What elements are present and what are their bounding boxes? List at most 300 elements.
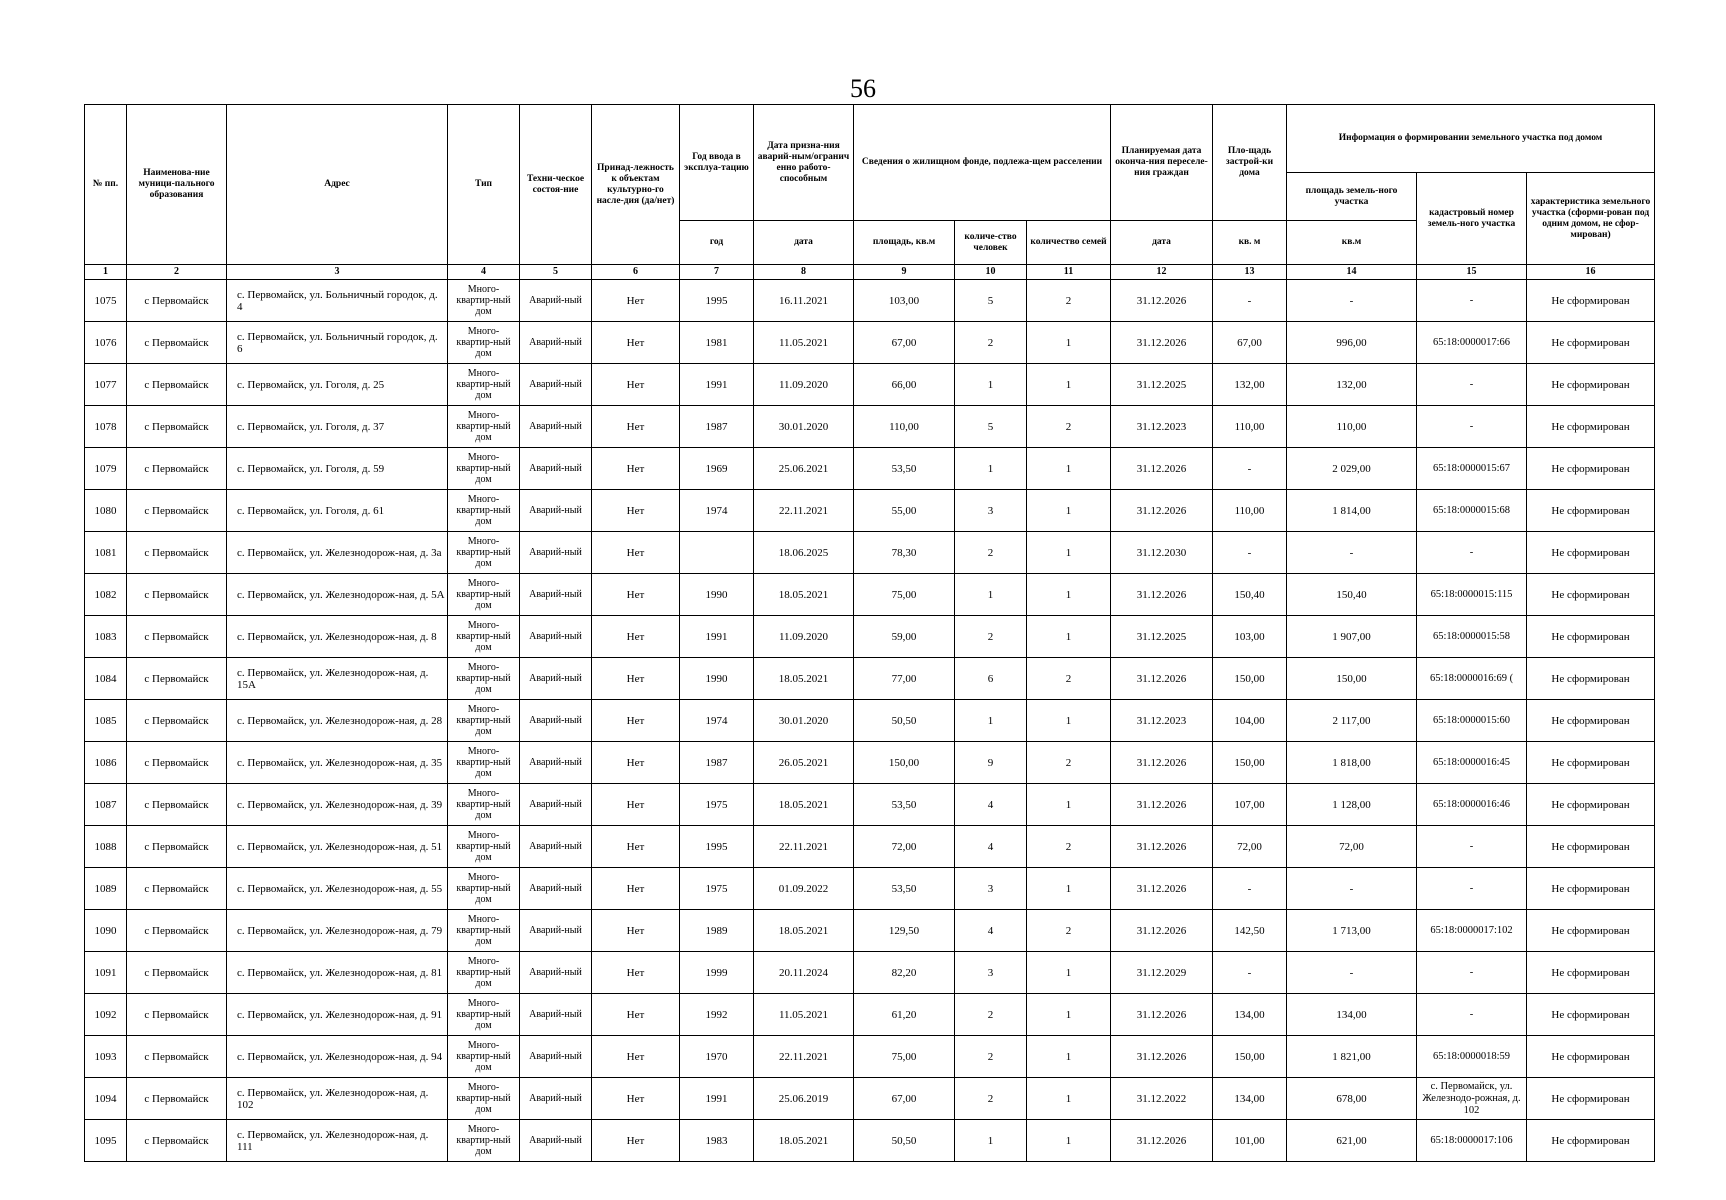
header-technical-state: Техни-ческое состоя-ние [520, 105, 592, 265]
cell-area: 150,00 [854, 742, 955, 784]
cell-address: с. Первомайск, ул. Больничный городок, д. 4 [227, 280, 448, 322]
cell-land-characteristic: Не сформирован [1527, 700, 1655, 742]
cell-recognition-date: 26.05.2021 [754, 742, 854, 784]
cell-year: 1974 [680, 490, 754, 532]
cell-land-area: 1 821,00 [1287, 1036, 1417, 1078]
cell-recognition-date: 20.11.2024 [754, 952, 854, 994]
page-number: 56 [850, 74, 876, 103]
cell-land-area: 996,00 [1287, 322, 1417, 364]
cell-planned-date: 31.12.2026 [1111, 994, 1213, 1036]
cell-recognition-date: 18.05.2021 [754, 574, 854, 616]
cell-heritage: Нет [592, 994, 680, 1036]
cell-people: 2 [955, 1078, 1027, 1120]
cell-people: 4 [955, 910, 1027, 952]
table-row [85, 994, 1655, 1036]
cell-families: 2 [1027, 658, 1111, 700]
cell-planned-date: 31.12.2026 [1111, 448, 1213, 490]
header-recognition-date: Дата призна-ния аварий-ным/огранич енно работо-способным [754, 105, 854, 221]
cell-area: 78,30 [854, 532, 955, 574]
cell-municipality: с Первомайск [127, 994, 227, 1036]
cell-type: Много-квартир-ный дом [448, 742, 520, 784]
cell-building-area: 150,00 [1213, 1036, 1287, 1078]
cell-people: 1 [955, 700, 1027, 742]
cell-land-characteristic: Не сформирован [1527, 1036, 1655, 1078]
cell-cadastral: - [1417, 868, 1527, 910]
cell-year: 1983 [680, 1120, 754, 1162]
header-unit-land-area: кв.м [1287, 221, 1417, 265]
cell-year: 1975 [680, 868, 754, 910]
table-row [85, 910, 1655, 952]
cell-address: с. Первомайск, ул. Железнодорож-ная, д. 39 [227, 784, 448, 826]
cell-families: 1 [1027, 322, 1111, 364]
cell-year: 1995 [680, 826, 754, 868]
cell-families: 1 [1027, 364, 1111, 406]
cell-technical-state: Аварий-ный [520, 994, 592, 1036]
cell-municipality: с Первомайск [127, 574, 227, 616]
cell-building-area: 150,00 [1213, 658, 1287, 700]
cell-technical-state: Аварий-ный [520, 406, 592, 448]
cell-year: 1991 [680, 616, 754, 658]
cell-cadastral: 65:18:0000015:67 [1417, 448, 1527, 490]
cell-building-area: 134,00 [1213, 1078, 1287, 1120]
cell-people: 1 [955, 364, 1027, 406]
cell-municipality: с Первомайск [127, 490, 227, 532]
cell-address: с. Первомайск, ул. Железнодорож-ная, д. 91 [227, 994, 448, 1036]
cell-area: 67,00 [854, 322, 955, 364]
cell-cadastral: с. Первомайск, ул. Железнодо-рожная, д. 102 [1417, 1078, 1527, 1120]
table-row [85, 280, 1655, 322]
table-row [85, 532, 1655, 574]
cell-planned-date: 31.12.2026 [1111, 1120, 1213, 1162]
header-unit-people: количе-ство человек [955, 221, 1027, 265]
table-body [85, 280, 1655, 1162]
table-row [85, 322, 1655, 364]
column-number: 14 [1287, 265, 1417, 280]
cell-type: Много-квартир-ный дом [448, 1078, 520, 1120]
cell-year: 1981 [680, 322, 754, 364]
cell-type: Много-квартир-ный дом [448, 406, 520, 448]
cell-municipality: с Первомайск [127, 322, 227, 364]
cell-area: 77,00 [854, 658, 955, 700]
cell-planned-date: 31.12.2029 [1111, 952, 1213, 994]
cell-building-area: - [1213, 448, 1287, 490]
cell-heritage: Нет [592, 574, 680, 616]
cell-planned-date: 31.12.2026 [1111, 658, 1213, 700]
cell-building-area: - [1213, 532, 1287, 574]
cell-heritage: Нет [592, 952, 680, 994]
cell-people: 4 [955, 826, 1027, 868]
cell-area: 53,50 [854, 784, 955, 826]
cell-recognition-date: 11.05.2021 [754, 322, 854, 364]
cell-people: 3 [955, 490, 1027, 532]
cell-planned-date: 31.12.2023 [1111, 406, 1213, 448]
cell-heritage: Нет [592, 784, 680, 826]
cell-families: 2 [1027, 406, 1111, 448]
cell-cadastral: 65:18:0000015:60 [1417, 700, 1527, 742]
cell-technical-state: Аварий-ный [520, 1078, 592, 1120]
cell-families: 1 [1027, 574, 1111, 616]
cell-technical-state: Аварий-ный [520, 784, 592, 826]
cell-municipality: с Первомайск [127, 1120, 227, 1162]
cell-cadastral: - [1417, 952, 1527, 994]
cell-land-characteristic: Не сформирован [1527, 406, 1655, 448]
cell-type: Много-квартир-ный дом [448, 1036, 520, 1078]
cell-address: с. Первомайск, ул. Больничный городок, д. 6 [227, 322, 448, 364]
cell-land-area: 150,00 [1287, 658, 1417, 700]
cell-people: 6 [955, 658, 1027, 700]
column-number: 10 [955, 265, 1027, 280]
cell-land-characteristic: Не сформирован [1527, 448, 1655, 490]
cell-municipality: с Первомайск [127, 1036, 227, 1078]
cell-address: с. Первомайск, ул. Железнодорож-ная, д. 79 [227, 910, 448, 952]
cell-cadastral: 65:18:0000016:69 ( [1417, 658, 1527, 700]
cell-type: Много-квартир-ный дом [448, 700, 520, 742]
cell-cadastral: 65:18:0000015:115 [1417, 574, 1527, 616]
cell-heritage: Нет [592, 826, 680, 868]
cell-families: 1 [1027, 1036, 1111, 1078]
cell-land-characteristic: Не сформирован [1527, 868, 1655, 910]
cell-land-area: 2 117,00 [1287, 700, 1417, 742]
cell-recognition-date: 30.01.2020 [754, 700, 854, 742]
cell-land-area: - [1287, 952, 1417, 994]
cell-area: 66,00 [854, 364, 955, 406]
cell-address: с. Первомайск, ул. Железнодорож-ная, д. 8 [227, 616, 448, 658]
cell-planned-date: 31.12.2025 [1111, 364, 1213, 406]
table-row [85, 1036, 1655, 1078]
cell-recognition-date: 25.06.2019 [754, 1078, 854, 1120]
cell-area: 75,00 [854, 1036, 955, 1078]
cell-building-area: 101,00 [1213, 1120, 1287, 1162]
cell-area: 50,50 [854, 1120, 955, 1162]
table-row [85, 826, 1655, 868]
cell-year: 1970 [680, 1036, 754, 1078]
cell-address: с. Первомайск, ул. Железнодорож-ная, д. 5А [227, 574, 448, 616]
cell-heritage: Нет [592, 910, 680, 952]
cell-building-area: - [1213, 952, 1287, 994]
cell-technical-state: Аварий-ный [520, 490, 592, 532]
cell-technical-state: Аварий-ный [520, 448, 592, 490]
cell-land-characteristic: Не сформирован [1527, 952, 1655, 994]
cell-land-area: - [1287, 868, 1417, 910]
cell-planned-date: 31.12.2026 [1111, 826, 1213, 868]
cell-address: с. Первомайск, ул. Железнодорож-ная, д. 28 [227, 700, 448, 742]
cell-type: Много-квартир-ный дом [448, 490, 520, 532]
table-row [85, 700, 1655, 742]
header-unit-year: год [680, 221, 754, 265]
cell-year: 1987 [680, 742, 754, 784]
cell-land-area: 110,00 [1287, 406, 1417, 448]
cell-cadastral: - [1417, 406, 1527, 448]
cell-type: Много-квартир-ный дом [448, 910, 520, 952]
cell-address: с. Первомайск, ул. Железнодорож-ная, д. 15А [227, 658, 448, 700]
header-land-area: площадь земель-ного участка [1287, 173, 1417, 221]
cell-year: 1991 [680, 1078, 754, 1120]
cell-people: 2 [955, 1036, 1027, 1078]
cell-people: 2 [955, 616, 1027, 658]
cell-land-area: 132,00 [1287, 364, 1417, 406]
cell-no: 1078 [85, 406, 127, 448]
cell-type: Много-квартир-ный дом [448, 952, 520, 994]
cell-no: 1094 [85, 1078, 127, 1120]
cell-technical-state: Аварий-ный [520, 364, 592, 406]
cell-land-characteristic: Не сформирован [1527, 322, 1655, 364]
cell-municipality: с Первомайск [127, 910, 227, 952]
cell-cadastral: 65:18:0000015:68 [1417, 490, 1527, 532]
cell-building-area: 110,00 [1213, 490, 1287, 532]
cell-land-characteristic: Не сформирован [1527, 490, 1655, 532]
cell-land-characteristic: Не сформирован [1527, 532, 1655, 574]
table-row [85, 1078, 1655, 1120]
cell-type: Много-квартир-ный дом [448, 364, 520, 406]
header-commission-year: Год ввода в эксплуа-тацию [680, 105, 754, 221]
header-housing-info: Сведения о жилищном фонде, подлежа-щем расселении [854, 105, 1111, 221]
cell-area: 82,20 [854, 952, 955, 994]
header-cultural-heritage: Принад-лежность к объектам культурно-го насле-дия (да/нет) [592, 105, 680, 265]
cell-families: 2 [1027, 742, 1111, 784]
column-number: 12 [1111, 265, 1213, 280]
cell-recognition-date: 11.05.2021 [754, 994, 854, 1036]
cell-families: 1 [1027, 994, 1111, 1036]
cell-building-area: 103,00 [1213, 616, 1287, 658]
cell-cadastral: 65:18:0000017:102 [1417, 910, 1527, 952]
cell-people: 4 [955, 784, 1027, 826]
cell-cadastral: 65:18:0000016:45 [1417, 742, 1527, 784]
cell-families: 1 [1027, 700, 1111, 742]
cell-area: 129,50 [854, 910, 955, 952]
cell-recognition-date: 18.05.2021 [754, 784, 854, 826]
cell-year: 1991 [680, 364, 754, 406]
cell-land-characteristic: Не сформирован [1527, 784, 1655, 826]
cell-families: 1 [1027, 1078, 1111, 1120]
cell-recognition-date: 22.11.2021 [754, 490, 854, 532]
column-number: 5 [520, 265, 592, 280]
cell-planned-date: 31.12.2026 [1111, 742, 1213, 784]
cell-heritage: Нет [592, 1120, 680, 1162]
cell-planned-date: 31.12.2026 [1111, 868, 1213, 910]
cell-planned-date: 31.12.2026 [1111, 280, 1213, 322]
cell-land-area: 2 029,00 [1287, 448, 1417, 490]
cell-area: 110,00 [854, 406, 955, 448]
cell-municipality: с Первомайск [127, 784, 227, 826]
table-row [85, 406, 1655, 448]
cell-technical-state: Аварий-ный [520, 868, 592, 910]
cell-technical-state: Аварий-ный [520, 280, 592, 322]
cell-people: 9 [955, 742, 1027, 784]
cell-technical-state: Аварий-ный [520, 1120, 592, 1162]
cell-no: 1089 [85, 868, 127, 910]
cell-area: 61,20 [854, 994, 955, 1036]
cell-technical-state: Аварий-ный [520, 742, 592, 784]
cell-heritage: Нет [592, 322, 680, 364]
cell-type: Много-квартир-ный дом [448, 574, 520, 616]
cell-people: 2 [955, 322, 1027, 364]
cell-no: 1082 [85, 574, 127, 616]
column-number: 7 [680, 265, 754, 280]
cell-municipality: с Первомайск [127, 364, 227, 406]
cell-cadastral: 65:18:0000017:106 [1417, 1120, 1527, 1162]
cell-people: 2 [955, 994, 1027, 1036]
cell-land-area: 134,00 [1287, 994, 1417, 1036]
cell-no: 1076 [85, 322, 127, 364]
cell-year: 1990 [680, 574, 754, 616]
cell-type: Много-квартир-ный дом [448, 826, 520, 868]
cell-area: 50,50 [854, 700, 955, 742]
header-municipality: Наименова-ние муници-пального образования [127, 105, 227, 265]
cell-land-area: 150,40 [1287, 574, 1417, 616]
cell-families: 1 [1027, 868, 1111, 910]
cell-address: с. Первомайск, ул. Железнодорож-ная, д. 111 [227, 1120, 448, 1162]
cell-technical-state: Аварий-ный [520, 910, 592, 952]
cell-recognition-date: 25.06.2021 [754, 448, 854, 490]
table-row [85, 868, 1655, 910]
cell-address: с. Первомайск, ул. Железнодорож-ная, д. 55 [227, 868, 448, 910]
cell-land-characteristic: Не сформирован [1527, 1078, 1655, 1120]
header-unit-building-area: кв. м [1213, 221, 1287, 265]
cell-cadastral: - [1417, 826, 1527, 868]
cell-land-area: 1 128,00 [1287, 784, 1417, 826]
cell-recognition-date: 18.05.2021 [754, 658, 854, 700]
cell-recognition-date: 22.11.2021 [754, 1036, 854, 1078]
cell-people: 3 [955, 868, 1027, 910]
cell-no: 1090 [85, 910, 127, 952]
cell-planned-date: 31.12.2026 [1111, 322, 1213, 364]
column-number: 13 [1213, 265, 1287, 280]
cell-families: 2 [1027, 826, 1111, 868]
column-numbers-row [85, 265, 1655, 280]
cell-people: 1 [955, 1120, 1027, 1162]
cell-land-characteristic: Не сформирован [1527, 616, 1655, 658]
cell-heritage: Нет [592, 616, 680, 658]
header-land-info: Информация о формировании земельного участка под домом [1287, 105, 1655, 173]
cell-no: 1075 [85, 280, 127, 322]
table-row [85, 742, 1655, 784]
cell-families: 1 [1027, 616, 1111, 658]
cell-cadastral: 65:18:0000016:46 [1417, 784, 1527, 826]
cell-address: с. Первомайск, ул. Железнодорож-ная, д. 102 [227, 1078, 448, 1120]
cell-area: 75,00 [854, 574, 955, 616]
cell-recognition-date: 16.11.2021 [754, 280, 854, 322]
cell-area: 72,00 [854, 826, 955, 868]
cell-no: 1093 [85, 1036, 127, 1078]
cell-year: 1974 [680, 700, 754, 742]
header-unit-date: дата [754, 221, 854, 265]
cell-building-area: 150,00 [1213, 742, 1287, 784]
cell-land-area: 72,00 [1287, 826, 1417, 868]
cell-address: с. Первомайск, ул. Железнодорож-ная, д. 51 [227, 826, 448, 868]
cell-year: 1987 [680, 406, 754, 448]
cell-people: 3 [955, 952, 1027, 994]
cell-planned-date: 31.12.2026 [1111, 784, 1213, 826]
header-address: Адрес [227, 105, 448, 265]
cell-technical-state: Аварий-ный [520, 658, 592, 700]
cell-heritage: Нет [592, 868, 680, 910]
cell-land-characteristic: Не сформирован [1527, 280, 1655, 322]
cell-address: с. Первомайск, ул. Гоголя, д. 25 [227, 364, 448, 406]
cell-year: 1995 [680, 280, 754, 322]
cell-cadastral: - [1417, 994, 1527, 1036]
cell-building-area: 134,00 [1213, 994, 1287, 1036]
cell-land-characteristic: Не сформирован [1527, 826, 1655, 868]
cell-year [680, 532, 754, 574]
cell-planned-date: 31.12.2026 [1111, 574, 1213, 616]
cell-land-area: - [1287, 280, 1417, 322]
cell-recognition-date: 11.09.2020 [754, 364, 854, 406]
cell-type: Много-квартир-ный дом [448, 868, 520, 910]
cell-year: 1975 [680, 784, 754, 826]
cell-cadastral: - [1417, 364, 1527, 406]
header-type: Тип [448, 105, 520, 265]
cell-land-area: 678,00 [1287, 1078, 1417, 1120]
cell-municipality: с Первомайск [127, 406, 227, 448]
cell-no: 1077 [85, 364, 127, 406]
cell-families: 1 [1027, 448, 1111, 490]
cell-area: 53,50 [854, 868, 955, 910]
cell-address: с. Первомайск, ул. Гоголя, д. 59 [227, 448, 448, 490]
column-number: 8 [754, 265, 854, 280]
cell-municipality: с Первомайск [127, 658, 227, 700]
cell-planned-date: 31.12.2026 [1111, 910, 1213, 952]
cell-municipality: с Первомайск [127, 448, 227, 490]
cell-technical-state: Аварий-ный [520, 616, 592, 658]
cell-building-area: 150,40 [1213, 574, 1287, 616]
cell-land-area: 1 814,00 [1287, 490, 1417, 532]
cell-type: Много-квартир-ный дом [448, 658, 520, 700]
cell-land-area: - [1287, 532, 1417, 574]
cell-no: 1081 [85, 532, 127, 574]
cell-municipality: с Первомайск [127, 532, 227, 574]
cell-building-area: 132,00 [1213, 364, 1287, 406]
header-unit-area: площадь, кв.м [854, 221, 955, 265]
header-land-characteristic: характеристика земельного участка (сформи-рован под одним домом, не сфор-мирован) [1527, 173, 1655, 265]
cell-recognition-date: 30.01.2020 [754, 406, 854, 448]
header-no: № пп. [85, 105, 127, 265]
cell-families: 1 [1027, 1120, 1111, 1162]
table-row [85, 784, 1655, 826]
cell-year: 1969 [680, 448, 754, 490]
cell-heritage: Нет [592, 490, 680, 532]
cell-cadastral: 65:18:0000015:58 [1417, 616, 1527, 658]
column-number: 15 [1417, 265, 1527, 280]
cell-cadastral: - [1417, 280, 1527, 322]
cell-building-area: 107,00 [1213, 784, 1287, 826]
cell-families: 1 [1027, 490, 1111, 532]
cell-cadastral: 65:18:0000018:59 [1417, 1036, 1527, 1078]
cell-land-characteristic: Не сформирован [1527, 574, 1655, 616]
cell-families: 1 [1027, 532, 1111, 574]
cell-land-characteristic: Не сформирован [1527, 364, 1655, 406]
cell-area: 59,00 [854, 616, 955, 658]
table-row [85, 448, 1655, 490]
cell-no: 1092 [85, 994, 127, 1036]
cell-type: Много-квартир-ный дом [448, 280, 520, 322]
cell-land-characteristic: Не сформирован [1527, 1120, 1655, 1162]
housing-register-table [84, 104, 1655, 1162]
cell-municipality: с Первомайск [127, 616, 227, 658]
cell-heritage: Нет [592, 1036, 680, 1078]
cell-heritage: Нет [592, 658, 680, 700]
cell-people: 1 [955, 448, 1027, 490]
cell-planned-date: 31.12.2022 [1111, 1078, 1213, 1120]
cell-municipality: с Первомайск [127, 280, 227, 322]
cell-address: с. Первомайск, ул. Железнодорож-ная, д. 81 [227, 952, 448, 994]
cell-land-area: 621,00 [1287, 1120, 1417, 1162]
cell-recognition-date: 01.09.2022 [754, 868, 854, 910]
cell-address: с. Первомайск, ул. Гоголя, д. 37 [227, 406, 448, 448]
cell-families: 1 [1027, 952, 1111, 994]
cell-land-area: 1 713,00 [1287, 910, 1417, 952]
cell-technical-state: Аварий-ный [520, 574, 592, 616]
cell-address: с. Первомайск, ул. Железнодорож-ная, д. 35 [227, 742, 448, 784]
